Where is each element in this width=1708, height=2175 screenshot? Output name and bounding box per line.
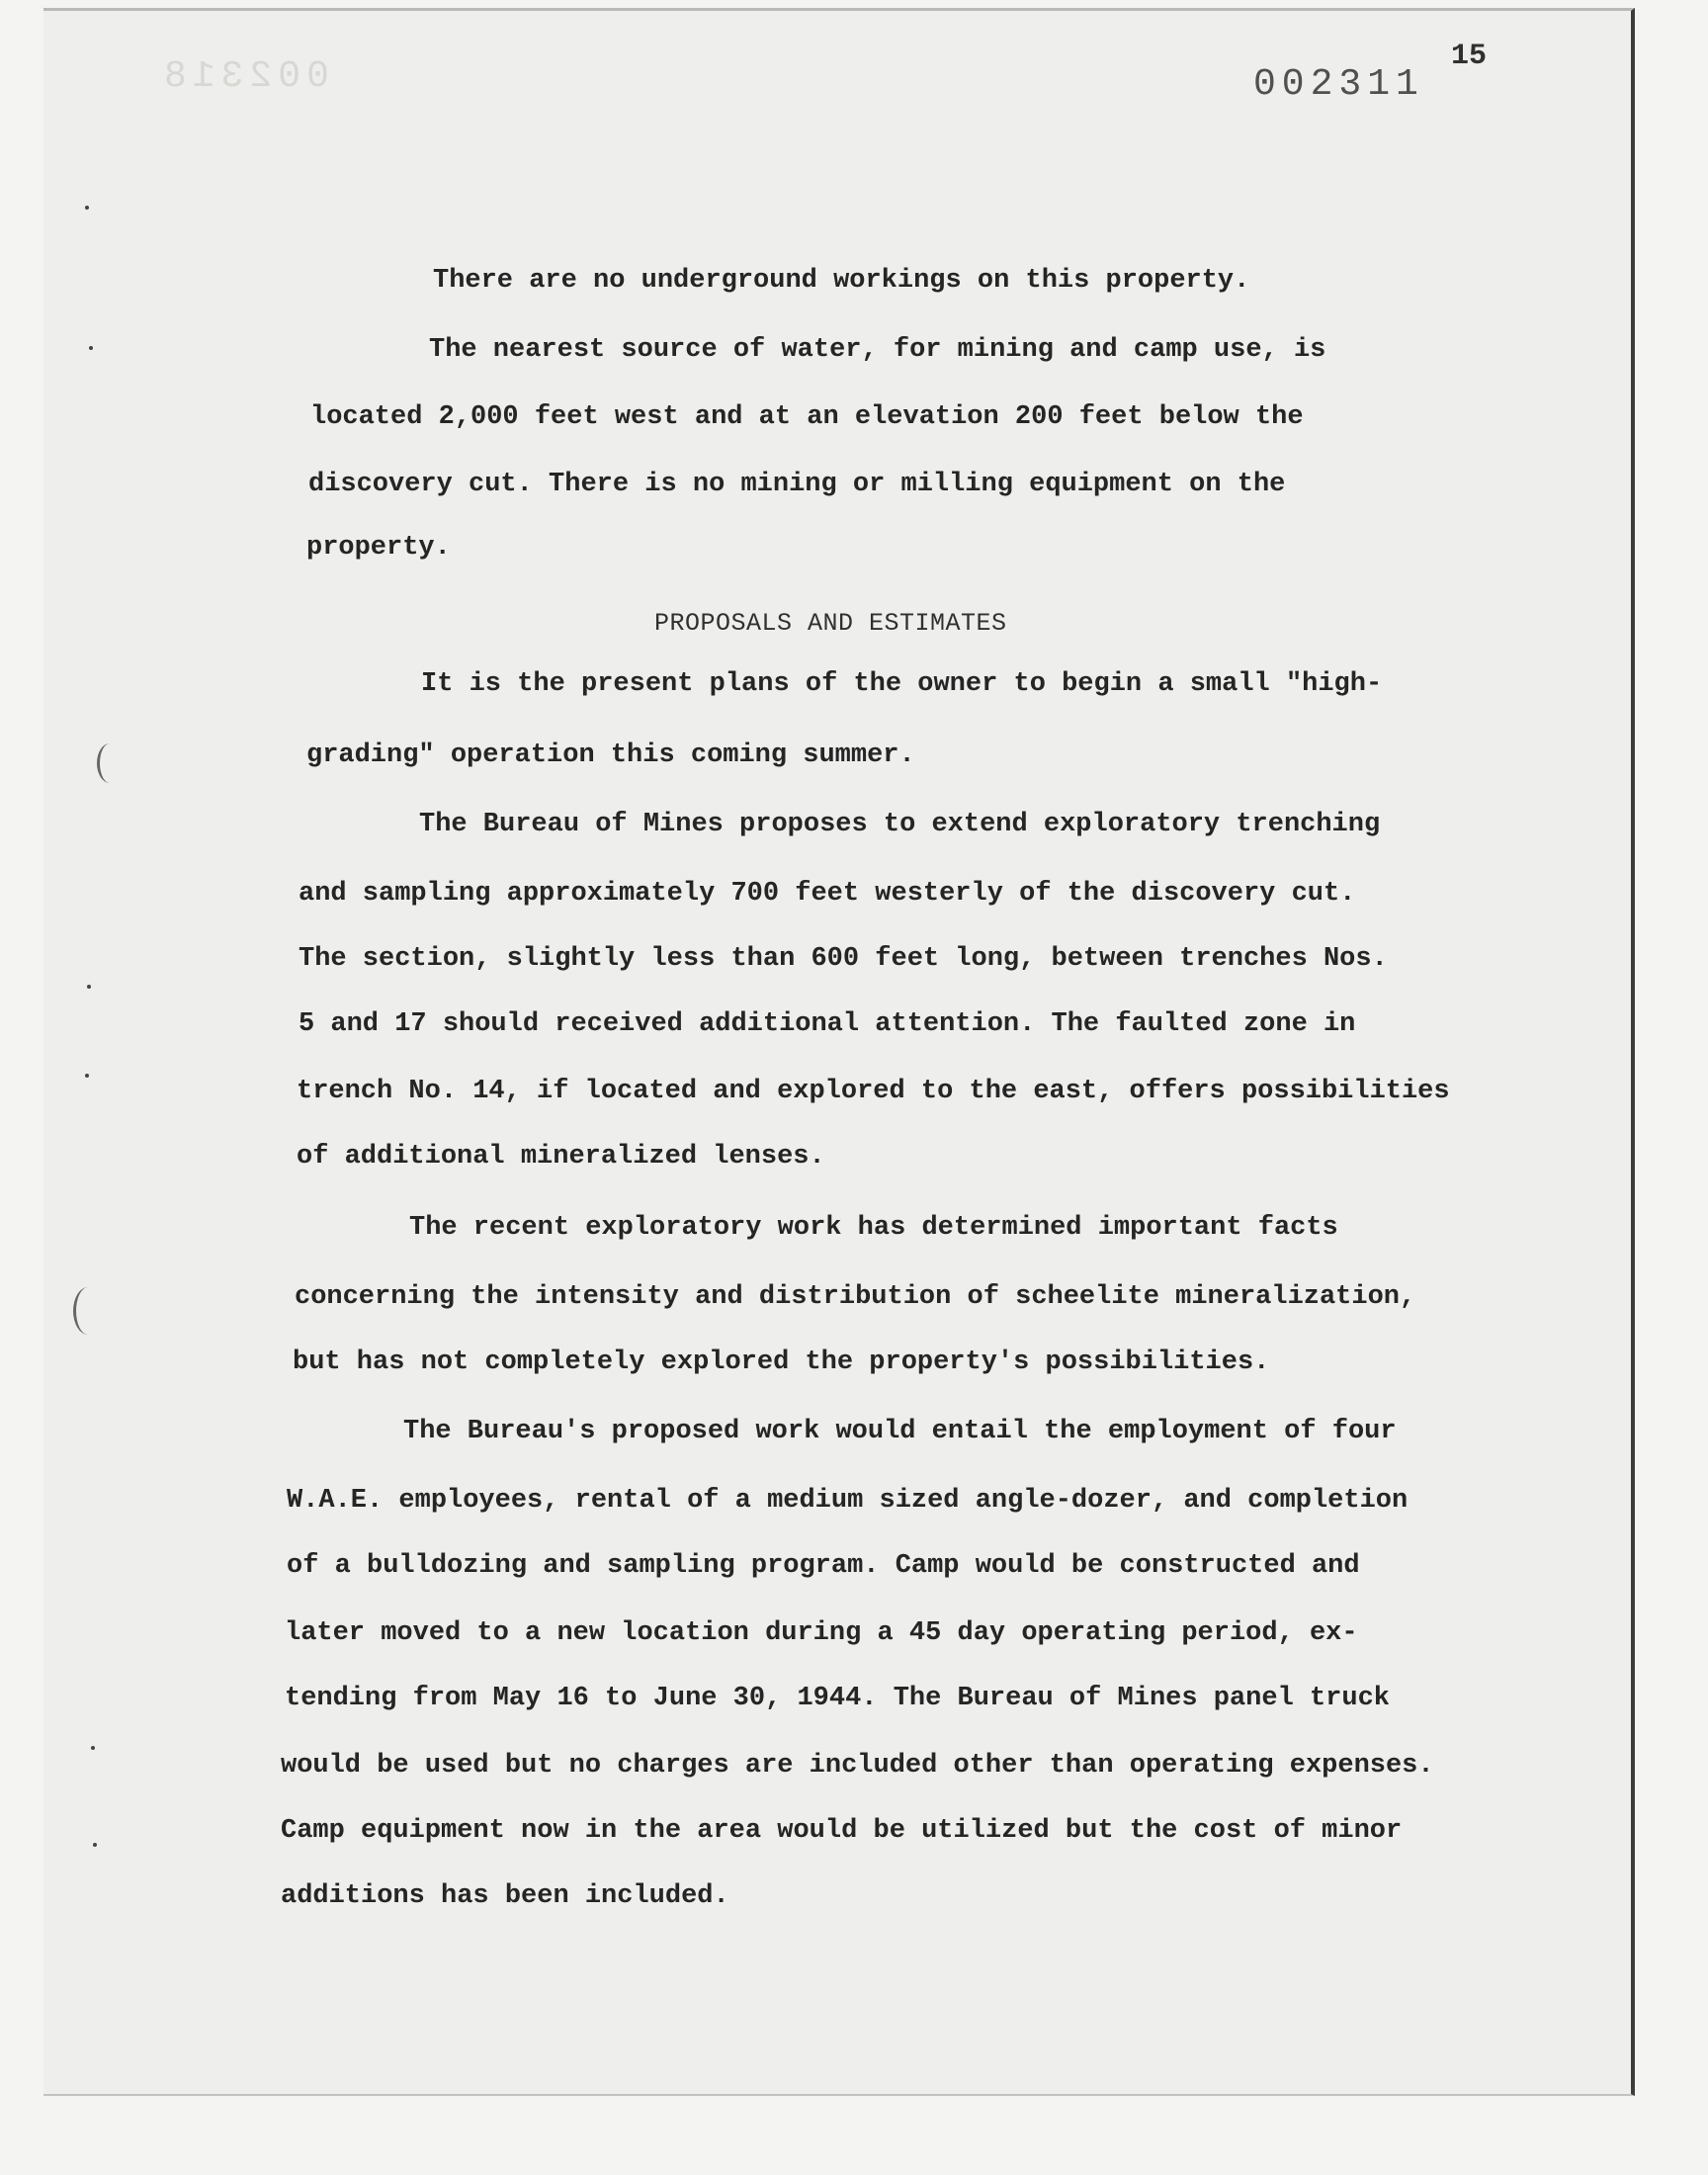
body-line: trench No. 14, if located and explored to the east, offers possibilities bbox=[297, 1077, 1450, 1106]
punch-hole-mark bbox=[97, 743, 123, 783]
speck-mark bbox=[89, 346, 93, 350]
ghost-document-id: 002318 bbox=[158, 55, 329, 98]
body-line: The recent exploratory work has determined important facts bbox=[409, 1213, 1338, 1243]
speck-mark bbox=[91, 1746, 95, 1750]
body-line: would be used but no charges are included other than operating expenses. bbox=[281, 1751, 1434, 1781]
body-line: Camp equipment now in the area would be utilized but the cost of minor bbox=[281, 1816, 1403, 1846]
body-line: but has not completely explored the property's possibilities. bbox=[293, 1348, 1270, 1377]
page-number: 15 bbox=[1451, 40, 1488, 73]
body-line: later moved to a new location during a 45 day operating period, ex- bbox=[285, 1618, 1358, 1648]
body-line: and sampling approximately 700 feet westerly of the discovery cut. bbox=[299, 879, 1356, 909]
punch-hole-mark bbox=[73, 1287, 103, 1335]
body-line: The Bureau of Mines proposes to extend exploratory trenching bbox=[419, 810, 1381, 839]
speck-mark bbox=[93, 1843, 97, 1847]
body-line: of additional mineralized lenses. bbox=[297, 1142, 825, 1172]
section-heading: PROPOSALS AND ESTIMATES bbox=[654, 609, 1007, 638]
body-line: of a bulldozing and sampling program. Camp would be constructed and bbox=[287, 1551, 1360, 1581]
body-line: additions has been included. bbox=[281, 1881, 729, 1911]
body-line: grading" operation this coming summer. bbox=[306, 740, 915, 770]
body-line: concerning the intensity and distribution of scheelite mineralization, bbox=[295, 1282, 1416, 1312]
speck-mark bbox=[85, 206, 89, 210]
document-id: 002311 bbox=[1253, 63, 1424, 106]
body-line: W.A.E. employees, rental of a medium sized angle-dozer, and completion bbox=[287, 1486, 1409, 1516]
body-line: discovery cut. There is no mining or milling equipment on the bbox=[308, 470, 1286, 499]
speck-mark bbox=[85, 1074, 89, 1078]
body-line: property. bbox=[306, 533, 451, 563]
body-line: There are no underground workings on this property. bbox=[433, 266, 1250, 296]
body-line: 5 and 17 should received additional attention. The faulted zone in bbox=[299, 1009, 1356, 1039]
body-line: The section, slightly less than 600 feet long, between trenches Nos. bbox=[299, 944, 1388, 974]
body-line: The Bureau's proposed work would entail the employment of four bbox=[403, 1417, 1397, 1446]
body-line: The nearest source of water, for mining and camp use, is bbox=[429, 335, 1326, 365]
body-line: located 2,000 feet west and at an elevation 200 feet below the bbox=[310, 402, 1304, 432]
speck-mark bbox=[87, 985, 91, 989]
body-line: It is the present plans of the owner to begin a small "high- bbox=[421, 669, 1383, 699]
body-line: tending from May 16 to June 30, 1944. The Bureau of Mines panel truck bbox=[285, 1684, 1390, 1713]
